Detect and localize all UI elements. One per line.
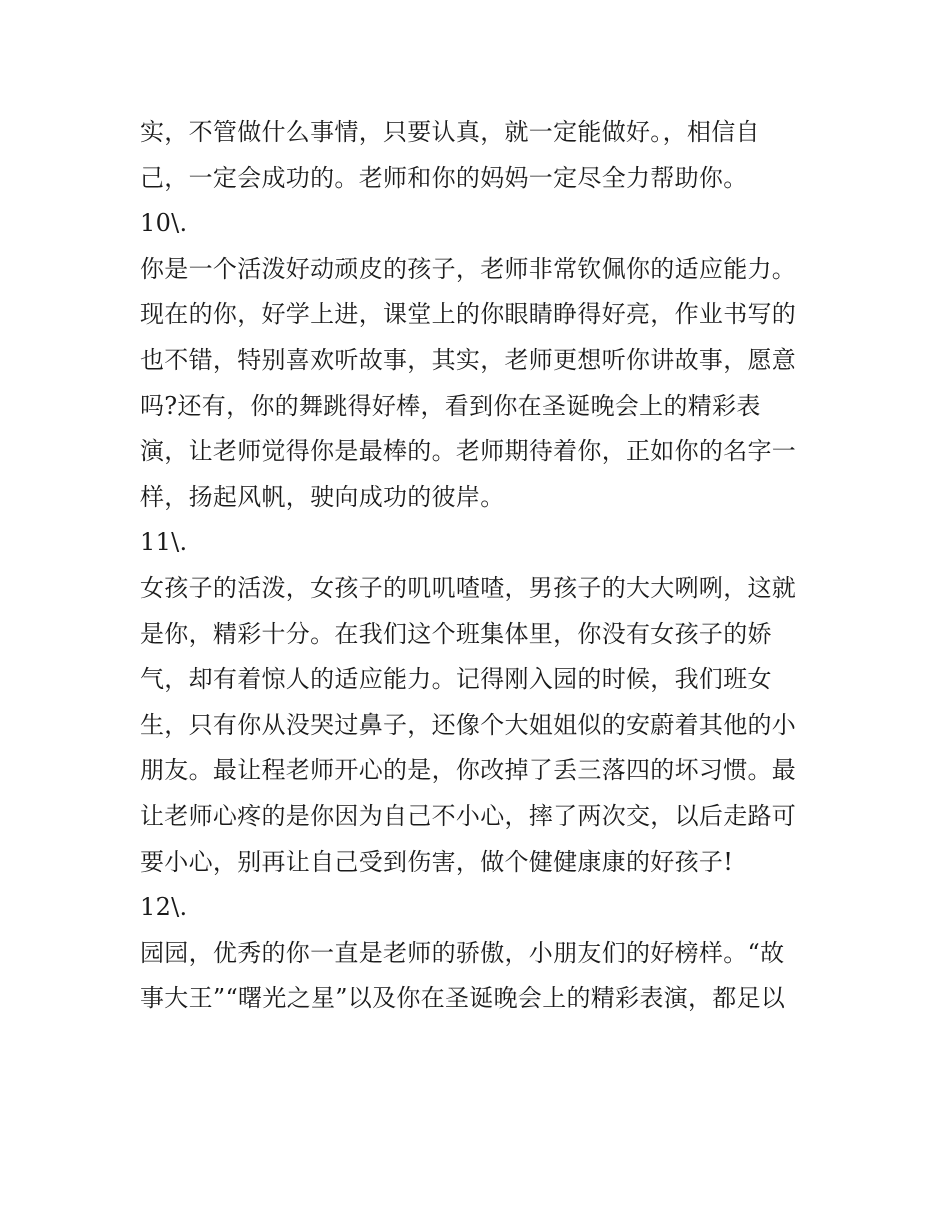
text-line: 实，不管做什么事情，只要认真，就一定能做好。，相信自 — [140, 118, 760, 146]
text-line: 现在的你，好学上进，课堂上的你眼睛睁得好亮，作业书写的 — [140, 300, 797, 329]
text-line: 也不错，特别喜欢听故事，其实，老师更想听你讲故事，愿意 — [140, 345, 797, 374]
text-line: 是你，精彩十分。在我们这个班集体里，你没有女孩子的娇 — [140, 619, 772, 648]
text-line: 让老师心疼的是你因为自己不小心，摔了两次交，以后走路可 — [140, 801, 797, 830]
item-number: 11\. — [140, 528, 188, 557]
text-line: 女孩子的活泼，女孩子的叽叽喳喳，男孩子的大大咧咧，这就 — [140, 573, 797, 602]
text-line: 己，一定会成功的。老师和你的妈妈一定尽全力帮助你。 — [140, 163, 748, 192]
text-line: 园园，优秀的你一直是老师的骄傲，小朋友们的好榜样。“故 — [140, 938, 785, 967]
text-line: 吗?还有，你的舞跳得好棒，看到你在圣诞晚会上的精彩表 — [140, 391, 761, 420]
text-line: 演，让老师觉得你是最棒的。老师期待着你，正如你的名字一 — [140, 437, 797, 466]
text-line: 朋友。最让程老师开心的是，你改掉了丢三落四的坏习惯。最 — [140, 756, 797, 785]
text-line: 要小心，别再让自己受到伤害，做个健健康康的好孩子! — [140, 847, 734, 876]
item-number: 10\. — [140, 209, 188, 238]
text-line: 事大王”“曙光之星”以及你在圣诞晚会上的精彩表演，都足以 — [140, 984, 786, 1013]
text-line: 样，扬起风帆，驶向成功的彼岸。 — [140, 482, 505, 511]
text-line: 生，只有你从没哭过鼻子，还像个大姐姐似的安蔚着其他的小 — [140, 710, 797, 739]
text-line: 你是一个活泼好动顽皮的孩子，老师非常钦佩你的适应能力。 — [140, 254, 797, 283]
item-number: 12\. — [140, 893, 188, 922]
text-line: 气，却有着惊人的适应能力。记得刚入园的时候，我们班女 — [140, 665, 772, 694]
document-body — [140, 110, 820, 1020]
